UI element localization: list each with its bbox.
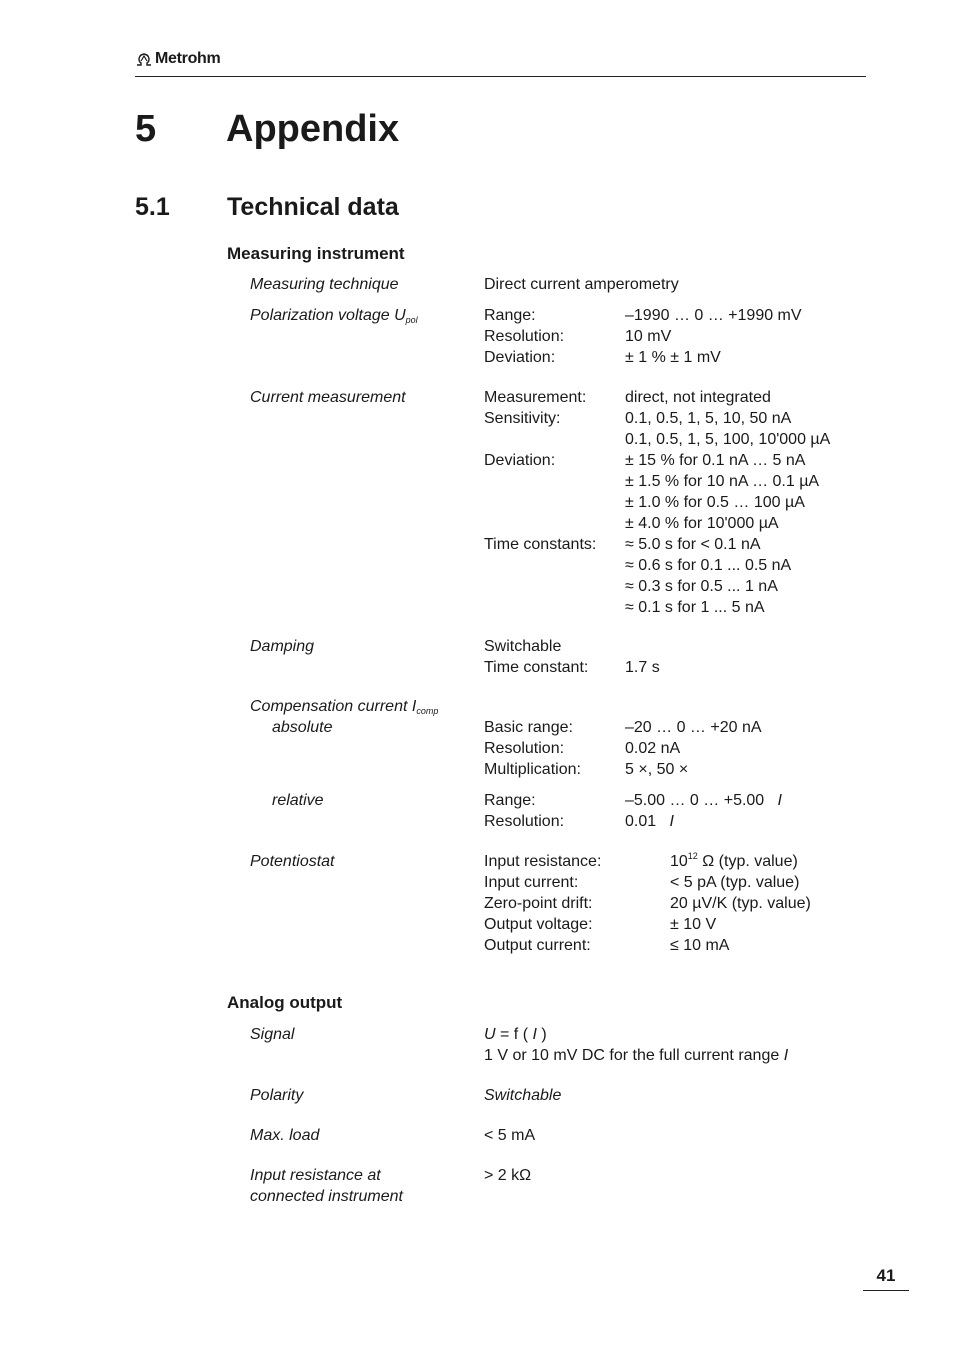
signal-value: U = f ( I ) 1 V or 10 mV DC for the full current range I — [484, 1026, 789, 1064]
chapter-title: Appendix — [226, 108, 400, 150]
compensation-relative-label: relative — [272, 792, 324, 809]
header-rule — [135, 76, 866, 77]
potentiostat-values: $10^{12}$ Ω (typ. value) < 5 pA (typ. value) 20 µV/K (typ. value) ± 10 V ≤ 10 mA — [670, 851, 811, 954]
polarity-label: Polarity — [250, 1087, 304, 1104]
polarity-value: Switchable — [484, 1087, 562, 1104]
compensation-relative-values: –5.00 … 0 … +5.00 I 0.01 I — [625, 792, 782, 830]
section-number: 5.1 — [135, 193, 170, 221]
input-resistance-label: Input resistance at connected instrument — [250, 1167, 403, 1205]
section-title: Technical data — [227, 193, 399, 221]
polarization-keys: Range: Resolution: Deviation: — [484, 307, 565, 366]
current-keys: Measurement: Sensitivity: Deviation: Time constants: — [484, 389, 597, 553]
compensation-absolute-values: –20 … 0 … +20 nA 0.02 nA 5 ×, 50 × — [625, 719, 762, 778]
page-number-rule — [863, 1290, 909, 1291]
metrohm-omega-icon — [135, 51, 153, 67]
current-values: direct, not integrated 0.1, 0.5, 1, 5, 10, 50 nA 0.1, 0.5, 1, 5, 100, 10'000 µA ± 15 % for 0.1 nA … 5 nA ± 1.5 % for 10 nA … 0.1 µA ± 1.0 % for 0.5 … 100 µA ± 4.0 % for 10'000 µA ≈ 5.0 s for < 0.1 nA ≈ 0.6 s for 0.1 ... 0.5 nA ≈ 0.3 s for 0.5 ... 1 nA ≈ 0.1 s for 1 ... 5 nA — [625, 389, 831, 616]
potentiostat-keys: Input resistance: Input current: Zero-point drift: Output voltage: Output current: — [484, 853, 602, 954]
current-measurement-label: Current measurement — [250, 389, 406, 406]
potentiostat-label: Potentiostat — [250, 853, 335, 870]
max-load-label: Max. load — [250, 1127, 320, 1144]
brand-logo — [135, 50, 220, 68]
damping-time-value: 1.7 s — [625, 659, 660, 676]
max-load-value: < 5 mA — [484, 1127, 536, 1144]
input-resistance-value: > 2 kΩ — [484, 1167, 532, 1184]
compensation-absolute-label: absolute — [272, 719, 333, 736]
measuring-instrument-heading: Measuring instrument — [227, 244, 405, 263]
signal-label: Signal — [250, 1026, 295, 1043]
compensation-relative-keys: Range: Resolution: — [484, 792, 565, 830]
damping-label: Damping — [250, 638, 315, 655]
measuring-technique-value: Direct current amperometry — [484, 276, 679, 293]
polarization-label: Polarization voltage $U_{pol}$ — [250, 307, 418, 325]
analog-output-heading: Analog output — [227, 993, 343, 1012]
chapter-number: 5 — [135, 108, 157, 150]
polarization-values: –1990 … 0 … +1990 mV 10 mV ± 1 % ± 1 mV — [625, 307, 802, 366]
compensation-absolute-keys: Basic range: Resolution: Multiplication: — [484, 719, 581, 778]
measuring-technique-label: Measuring technique — [250, 276, 399, 293]
page-number: 41 — [876, 1266, 896, 1285]
compensation-label: Compensation current $I_{comp}$ — [250, 698, 439, 716]
brand-name: Metrohm — [155, 50, 221, 67]
damping-keys: Switchable Time constant: — [484, 638, 589, 676]
